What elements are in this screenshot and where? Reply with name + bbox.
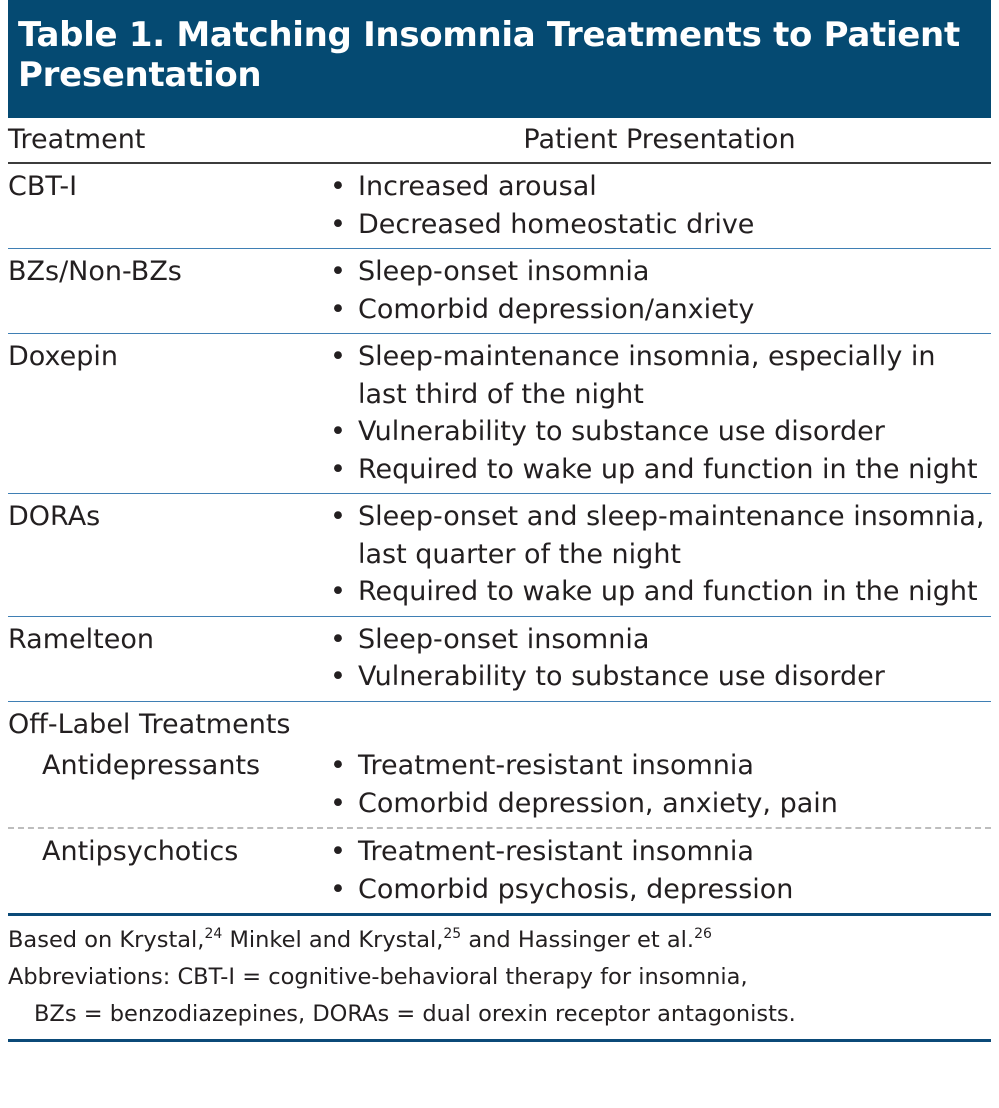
presentation-cell: [330, 621, 991, 696]
presentation-text: Sleep-onset insomnia: [358, 256, 650, 287]
bullet-icon: •: [330, 256, 346, 287]
presentation-text: Decreased homeostatic drive: [358, 208, 755, 240]
presentation-item: [330, 785, 991, 823]
table-title: Table 1. Matching Insomnia Treatments to Patient Presentation: [8, 0, 991, 118]
bullet-icon: •: [330, 836, 346, 867]
presentation-text: Vulnerability to substance use disorder: [358, 416, 885, 447]
presentation-item: [330, 291, 991, 329]
presentation-text: Increased arousal: [358, 171, 597, 202]
table-row: [8, 743, 991, 829]
presentation-text: Sleep-maintenance insomnia, especially in last third of the night: [358, 341, 936, 410]
treatment-cell: DORAs: [8, 501, 101, 532]
presentation-item: [330, 658, 991, 696]
bullet-icon: •: [330, 623, 346, 655]
column-header-treatment: Treatment: [8, 124, 146, 155]
table-row: [8, 494, 991, 617]
presentation-text: Comorbid depression, anxiety, pain: [358, 787, 838, 819]
table-row: [8, 249, 991, 334]
presentation-cell: [330, 747, 991, 822]
presentation-item: [330, 833, 991, 871]
presentation-item: [330, 253, 991, 291]
presentation-cell: [330, 168, 991, 243]
presentation-item: [330, 871, 991, 909]
treatment-cell: Antidepressants: [42, 750, 261, 781]
treatment-cell: CBT-I: [8, 171, 78, 202]
bullet-icon: •: [330, 750, 346, 781]
presentation-cell: [330, 833, 991, 908]
presentation-text: Treatment-resistant insomnia: [358, 750, 754, 781]
presentation-item: [330, 573, 991, 611]
presentation-item: [330, 206, 991, 244]
presentation-item: [330, 413, 991, 451]
presentation-text: Vulnerability to substance use disorder: [358, 661, 885, 692]
presentation-text: Sleep-onset insomnia: [358, 623, 650, 655]
presentation-text: Comorbid depression/anxiety: [358, 293, 755, 325]
bullet-icon: •: [330, 501, 346, 532]
bullet-icon: •: [330, 171, 346, 202]
presentation-text: Comorbid psychosis, depression: [358, 873, 794, 905]
presentation-item: [330, 747, 991, 785]
presentation-text: Required to wake up and function in the night: [358, 576, 978, 607]
bullet-icon: •: [330, 208, 346, 240]
bullet-icon: •: [330, 873, 346, 905]
table-body: [8, 164, 991, 916]
presentation-item: [330, 621, 991, 659]
presentation-text: Required to wake up and function in the night: [358, 453, 978, 485]
presentation-text: Sleep-onset and sleep-maintenance insomnia, last quarter of the night: [358, 501, 985, 570]
table-row: [8, 617, 991, 702]
bullet-icon: •: [330, 576, 346, 607]
bullet-icon: •: [330, 416, 346, 447]
presentation-item: [330, 168, 991, 206]
off-label-heading: Off-Label Treatments: [8, 708, 291, 740]
bullet-icon: •: [330, 453, 346, 485]
presentation-cell: [330, 253, 991, 328]
bullet-icon: •: [330, 661, 346, 692]
bullet-icon: •: [330, 787, 346, 819]
table-footnotes: [8, 916, 991, 1042]
treatment-cell: Ramelteon: [8, 623, 154, 655]
presentation-text: Treatment-resistant insomnia: [358, 836, 754, 867]
footnote-abbreviations: Abbreviations: CBT-I = cognitive-behavioral therapy for insomnia,: [8, 964, 748, 990]
treatment-cell: Antipsychotics: [42, 836, 239, 867]
presentation-item: [330, 498, 991, 573]
table-row: [8, 334, 991, 494]
off-label-heading-row: [8, 702, 991, 744]
bullet-icon: •: [330, 293, 346, 325]
presentation-cell: [330, 498, 991, 611]
presentation-item: [330, 451, 991, 489]
table-row: [8, 164, 991, 249]
treatment-cell: BZs/Non-BZs: [8, 256, 182, 287]
presentation-item: [330, 338, 991, 413]
table-figure: [8, 0, 991, 1042]
bullet-icon: •: [330, 341, 346, 372]
table-row: [8, 829, 991, 916]
presentation-cell: [330, 338, 991, 488]
column-header-row: [8, 118, 991, 164]
column-header-presentation: Patient Presentation: [523, 124, 796, 155]
footnote-sources: Based on Krystal,$^{24}$ Minkel and Krystal,$^{25}$ and Hassinger et al.$^{26}$: [8, 926, 712, 953]
footnote-abbreviations-cont: BZs = benzodiazepines, DORAs = dual orexin receptor antagonists.: [34, 1001, 796, 1027]
treatment-cell: Doxepin: [8, 341, 118, 372]
